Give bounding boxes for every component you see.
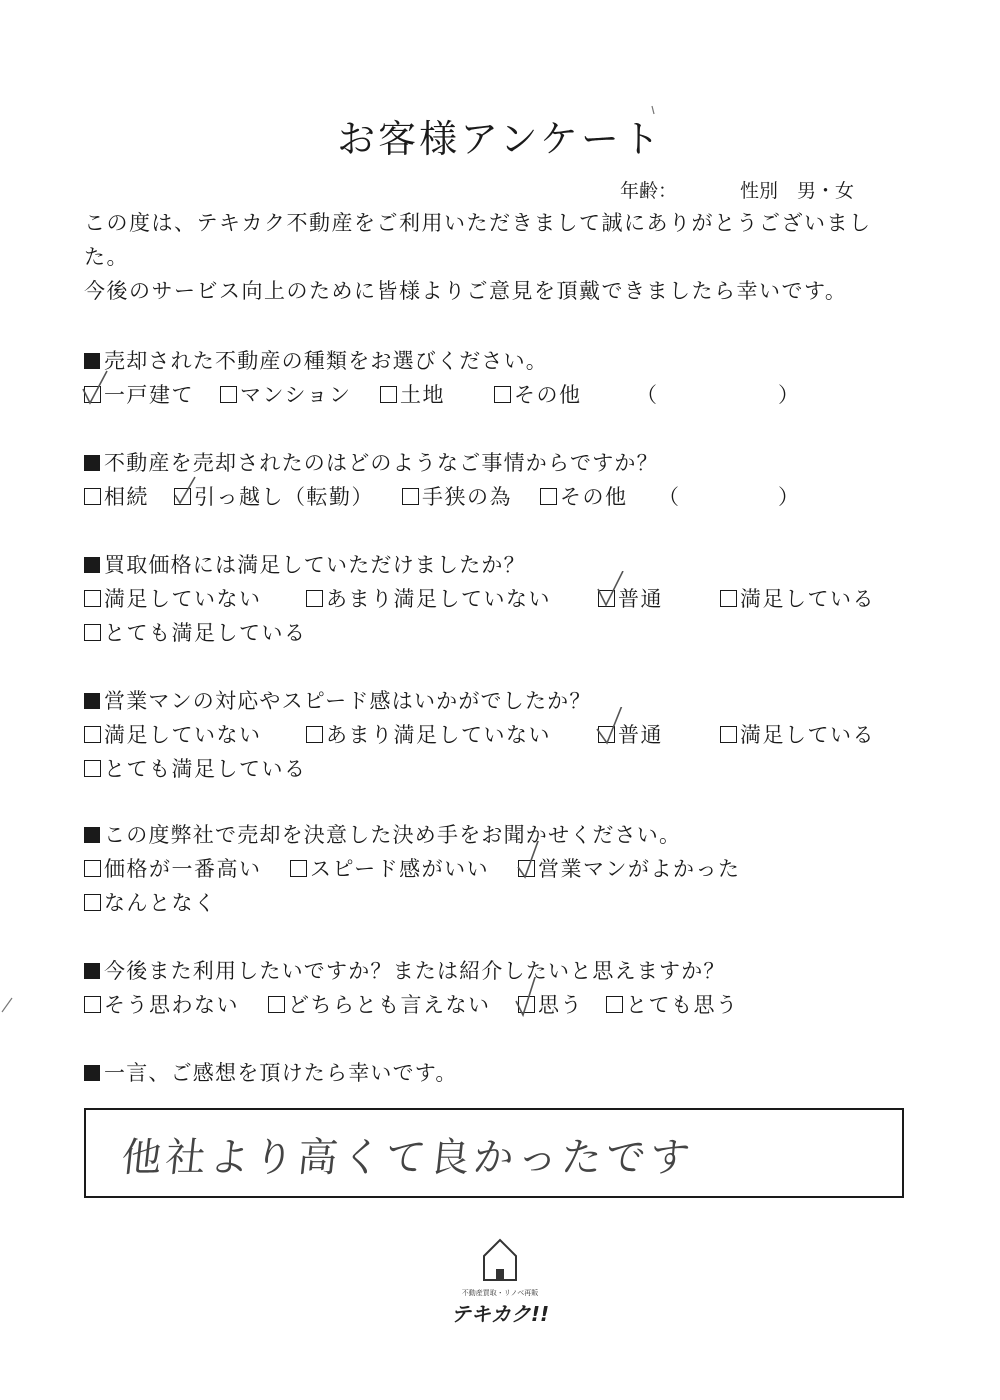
intro-line-1: この度は、テキカク不動産をご利用いただきまして誠にありがとうございまし [84,211,872,235]
option-label: 満足している [740,723,875,747]
option-label: スピード感がいい [310,857,490,881]
checkbox[interactable] [380,386,397,403]
checkbox[interactable] [290,860,307,877]
question-title: 買取価格には満足していただけましたか？ [84,548,924,582]
stray-mark-icon [0,996,14,1014]
intro-line-2: た。 [84,245,129,269]
comment-handwritten: 他社より高くて良かったです [119,1135,697,1181]
option-land[interactable] [380,378,445,412]
other-paren-close: ） [778,383,799,407]
checkbox[interactable] [306,726,323,743]
house-icon [480,1236,520,1282]
checkbox[interactable] [84,624,101,641]
option-highest-price[interactable] [84,852,262,886]
question-title: 今後また利用したいですか？または紹介したいと思えますか？ [84,954,924,988]
comment-box[interactable] [84,1108,904,1198]
checkbox[interactable] [84,760,101,777]
checkbox[interactable] [84,996,101,1013]
option-label: 普通 [618,723,663,747]
checkbox[interactable] [220,386,237,403]
question-title: 不動産を売却されたのはどのようなご事情からですか？ [84,446,924,480]
question-title: 一言、ご感想を頂けたら幸いです。 [84,1056,924,1090]
age-label: 年齢： [620,180,678,202]
logo-tagline: 不動産買取・リノベ再販 [461,1289,539,1297]
gender-label: 性別 男・女 [740,180,855,202]
option-label: その他 [560,485,628,509]
question-sales-response [84,684,924,786]
option-satisfied[interactable] [720,582,875,616]
company-logo [440,1236,560,1326]
checkbox[interactable] [598,590,615,607]
option-label: そう思わない [104,993,239,1017]
question-deciding-factor [84,818,924,920]
option-too-small[interactable] [402,480,512,514]
option-label: 一戸建て [104,383,194,407]
checkbox[interactable] [720,590,737,607]
checkbox[interactable] [494,386,511,403]
question-property-type [84,344,924,412]
stray-mark-icon [648,104,658,118]
option-label: とても満足している [104,757,307,781]
option-label: 思う [538,993,583,1017]
option-label: 満足している [740,587,875,611]
option-no-reason[interactable] [84,886,217,920]
option-label: あまり満足していない [326,587,551,611]
option-label: とても思う [626,993,739,1017]
option-label: とても満足している [104,621,307,645]
option-label: マンション [240,383,352,407]
checkbox[interactable] [84,860,101,877]
checkbox[interactable] [540,488,557,505]
option-not-satisfied[interactable] [84,718,262,752]
option-label: 営業マンがよかった [538,857,741,881]
checkbox[interactable] [306,590,323,607]
checkbox[interactable] [84,726,101,743]
option-label: 引っ越し（転勤） [194,485,374,509]
option-label: その他 [514,383,582,407]
question-reason [84,446,924,514]
option-good-speed[interactable] [290,852,489,886]
intro-text [84,206,904,308]
option-good-salesperson[interactable] [518,852,741,886]
other-paren-open: （ [658,485,679,509]
checkbox[interactable] [84,488,101,505]
checkbox[interactable] [720,726,737,743]
intro-line-3: 今後のサービス向上のために皆様よりご意見を頂戴できましたら幸いです。 [84,279,848,303]
option-satisfied[interactable] [720,718,875,752]
checkbox[interactable] [84,590,101,607]
option-not-satisfied[interactable] [84,582,262,616]
checkbox[interactable] [518,860,535,877]
option-not-very-satisfied[interactable] [306,582,551,616]
question-comment [84,1056,924,1090]
option-label: 相続 [104,485,149,509]
option-neutral[interactable] [268,988,491,1022]
option-other[interactable] [494,378,582,412]
other-paren-close: ） [778,485,799,509]
page-title: お客様アンケート [337,117,663,161]
question-title: この度弊社で売却を決意した決め手をお聞かせください。 [84,818,924,852]
option-relocation[interactable] [174,480,374,514]
question-title: 営業マンの対応やスピード感はいかがでしたか？ [84,684,924,718]
option-label: 満足していない [104,723,262,747]
option-label: 価格が一番高い [104,857,262,881]
option-label: どちらとも言えない [288,993,491,1017]
option-label: 手狭の為 [422,485,512,509]
option-label: 満足していない [104,587,262,611]
option-very-satisfied[interactable] [84,616,307,650]
other-paren-open: （ [636,383,657,407]
checkbox[interactable] [402,488,419,505]
question-title: 売却された不動産の種類をお選びください。 [84,344,924,378]
checkbox[interactable] [598,726,615,743]
option-no[interactable] [84,988,239,1022]
logo-name: テキカク!! [450,1302,550,1326]
option-not-very-satisfied[interactable] [306,718,551,752]
option-detached-house[interactable] [84,378,194,412]
checkbox[interactable] [84,894,101,911]
option-label: 普通 [618,587,663,611]
checkbox[interactable] [84,386,101,403]
option-average[interactable] [598,582,663,616]
checkbox[interactable] [606,996,623,1013]
question-price-satisfaction [84,548,924,650]
option-condominium[interactable] [220,378,352,412]
checkbox[interactable] [518,996,535,1013]
option-inheritance[interactable] [84,480,149,514]
option-very-satisfied[interactable] [84,752,307,786]
question-recommend [84,954,924,1022]
option-label: 土地 [400,383,445,407]
checkbox[interactable] [174,488,191,505]
option-other[interactable] [540,480,628,514]
option-label: あまり満足していない [326,723,551,747]
option-average[interactable] [598,718,663,752]
checkbox[interactable] [268,996,285,1013]
option-strongly-yes[interactable] [606,988,739,1022]
option-label: なんとなく [104,891,217,915]
option-yes[interactable] [518,988,583,1022]
